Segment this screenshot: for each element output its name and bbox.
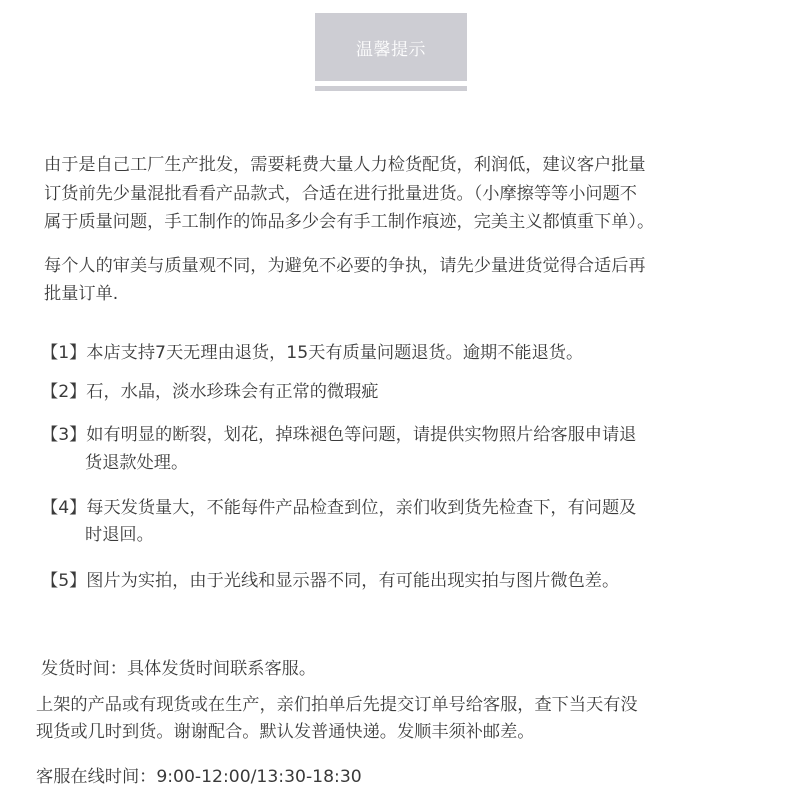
intro-para1-line-3: 属于质量问题，手工制作的饰品多少会有手工制作痕迹，完美主义都慎重下单）。 xyxy=(44,212,655,232)
notice-header-banner xyxy=(315,13,467,81)
intro-para2-line-2: 批量订单. xyxy=(44,284,119,304)
policy-item-3-continued: 货退款处理。 xyxy=(85,453,189,473)
policy-item-5: 【5】图片为实拍，由于光线和显示器不同，有可能出现实拍与图片微色差。 xyxy=(41,571,620,591)
policy-item-4: 【4】每天发货量大，不能每件产品检查到位，亲们收到货先检查下，有问题及 xyxy=(41,498,637,518)
service-hours: 客服在线时间：9:00-12:00/13:30-18:30 xyxy=(36,767,362,787)
intro-para1-line-1: 由于是自己工厂生产批发，需要耗费大量人力检货配货，利润低，建议客户批量 xyxy=(44,155,646,175)
policy-item-2: 【2】石，水晶，淡水珍珠会有正常的微瑕疵 xyxy=(41,382,379,402)
stock-note-line-1: 上架的产品或有现货或在生产，亲们拍单后先提交订单号给客服，查下当天有没 xyxy=(36,695,638,715)
stock-note-line-2: 现货或几时到货。谢谢配合。默认发普通快递。发顺丰须补邮差。 xyxy=(36,722,535,742)
page-title: 温馨提示 xyxy=(356,39,426,60)
policy-item-4-continued: 时退回。 xyxy=(85,525,154,545)
header-divider xyxy=(315,86,467,91)
policy-item-1: 【1】本店支持7天无理由退货，15天有质量问题退货。逾期不能退货。 xyxy=(41,343,584,363)
shipping-time-note: 发货时间：具体发货时间联系客服。 xyxy=(41,659,317,679)
intro-para1-line-2: 订货前先少量混批看看产品款式，合适在进行批量进货。（小摩擦等等小问题不 xyxy=(44,184,637,204)
intro-para2-line-1: 每个人的审美与质量观不同，为避免不必要的争执，请先少量进货觉得合适后再 xyxy=(44,256,646,276)
policy-item-3: 【3】如有明显的断裂，划花，掉珠褪色等问题，请提供实物照片给客服申请退 xyxy=(41,425,637,445)
